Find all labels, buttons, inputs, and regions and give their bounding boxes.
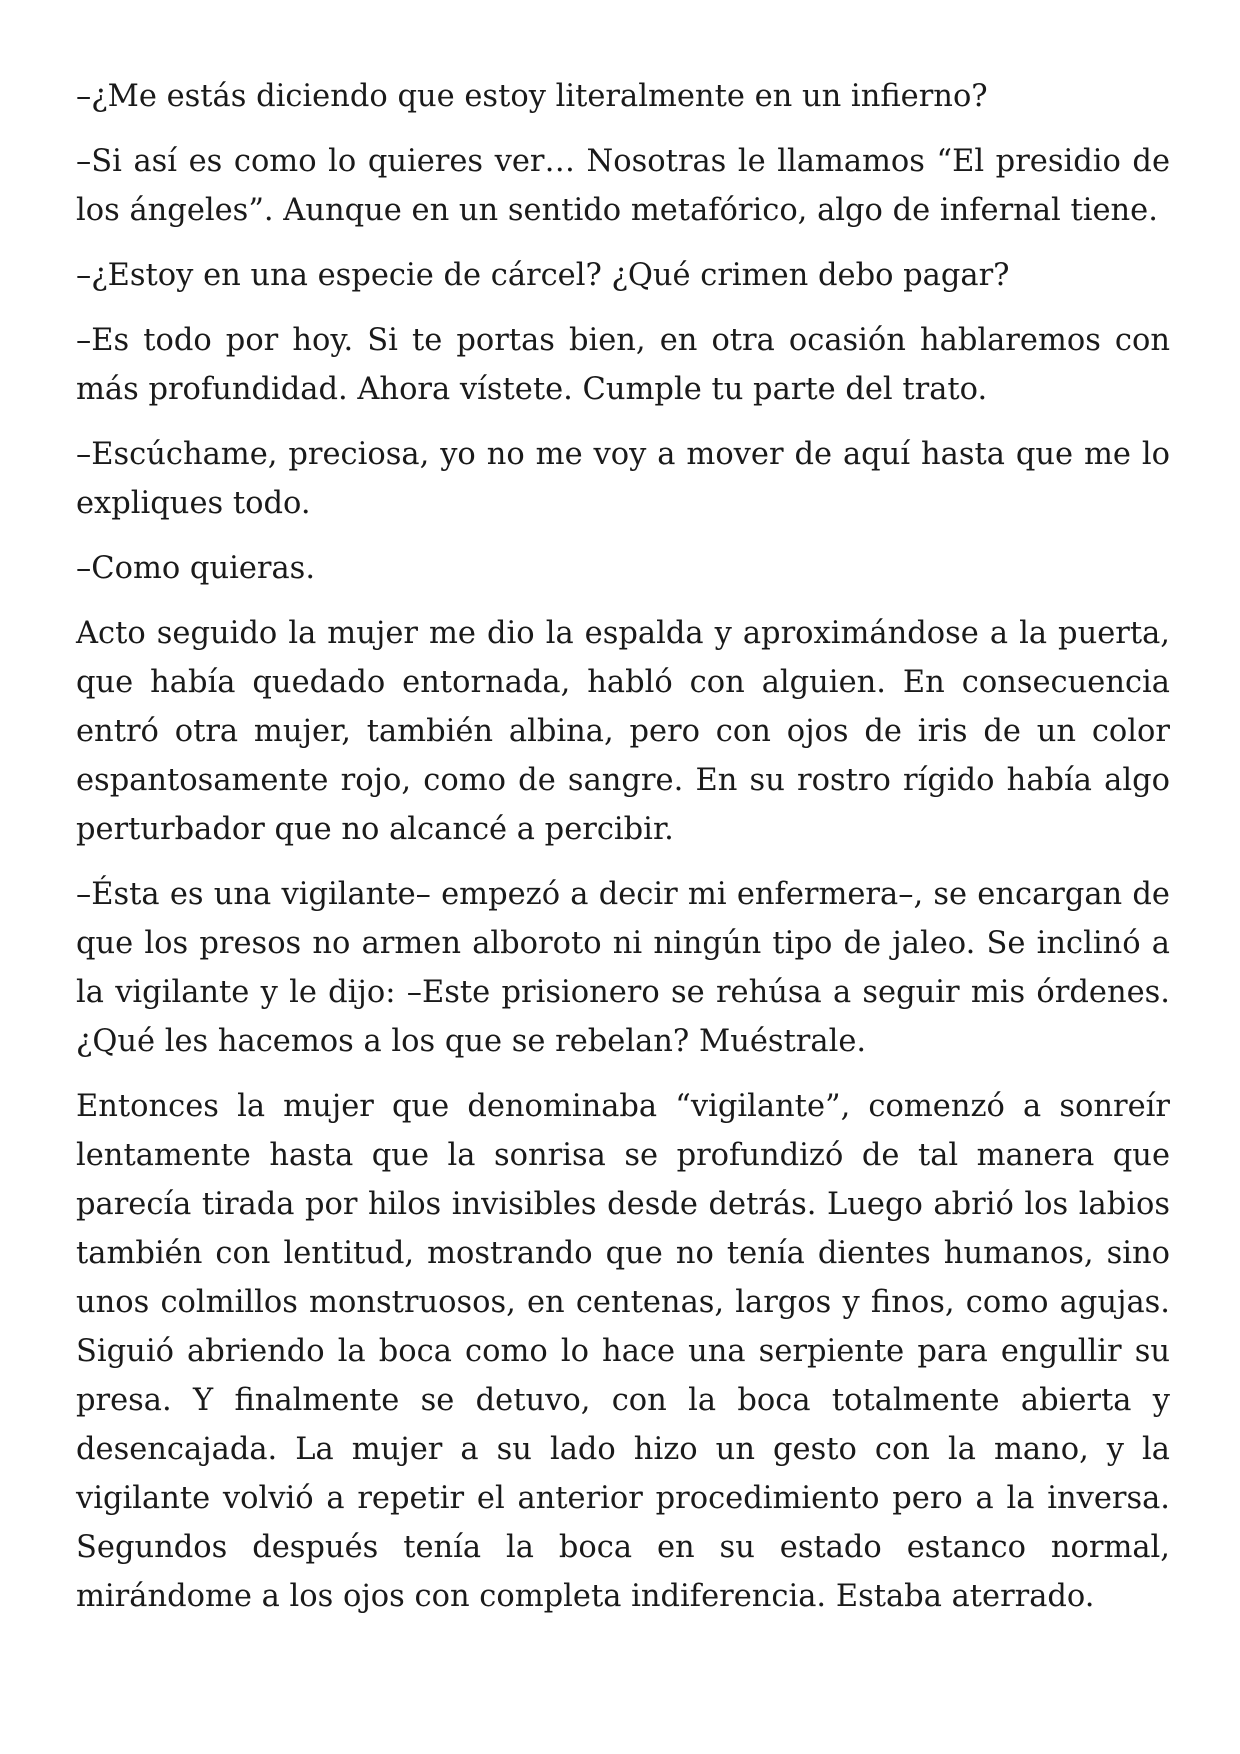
paragraph-6: –Como quieras. (76, 551, 316, 586)
paragraph-4: –Es todo por hoy. Si te portas bien, en otra ocasión hablaremos con más profundidad. Ahora vístete. Cumple tu parte del trato. (76, 323, 1170, 407)
document-page (76, 72, 1170, 1637)
paragraph-2: –Si así es como lo quieres ver… Nosotras le llamamos “El presidio de los ángeles”. Aunque en un sentido metafórico, algo de infernal tiene. (76, 144, 1170, 228)
paragraph-1: –¿Me estás diciendo que estoy literalmente en un infierno? (76, 79, 988, 114)
paragraph-5: –Escúchame, preciosa, yo no me voy a mover de aquí hasta que me lo expliques todo. (76, 437, 1170, 521)
paragraph-9: Entonces la mujer que denominaba “vigilante”, comenzó a sonreír lentamente hasta que la sonrisa se profundizó de tal manera que parecía tirada por hilos invisibles desde detrás. Luego abrió los labios también con lentitud, mostrando que no tenía dientes humanos, sino unos colmillos monstruosos, en centenas, largos y finos, como agujas. Siguió abriendo la boca como lo hace una serpiente para engullir su presa. Y finalmente se detuvo, con la boca totalmente abierta y desencajada. La mujer a su lado hizo un gesto con la mano, y la vigilante volvió a repetir el anterior procedimiento pero a la inversa. Segundos después tenía la boca en su estado estanco normal, mirándome a los ojos con completa indiferencia. Estaba aterrado. (76, 1089, 1170, 1614)
paragraph-7: Acto seguido la mujer me dio la espalda y aproximándose a la puerta, que había quedado entornada, habló con alguien. En consecuencia entró otra mujer, también albina, pero con ojos de iris de un color espantosamente rojo, como de sangre. En su rostro rígido había algo perturbador que no alcancé a percibir. (76, 616, 1170, 847)
paragraph-8: –Ésta es una vigilante– empezó a decir mi enfermera–, se encargan de que los presos no armen alboroto ni ningún tipo de jaleo. Se inclinó a la vigilante y le dijo: –Este prisionero se rehúsa a seguir mis órdenes. ¿Qué les hacemos a los que se rebelan? Muéstrale. (76, 877, 1170, 1059)
paragraph-3: –¿Estoy en una especie de cárcel? ¿Qué crimen debo pagar? (76, 258, 1010, 293)
